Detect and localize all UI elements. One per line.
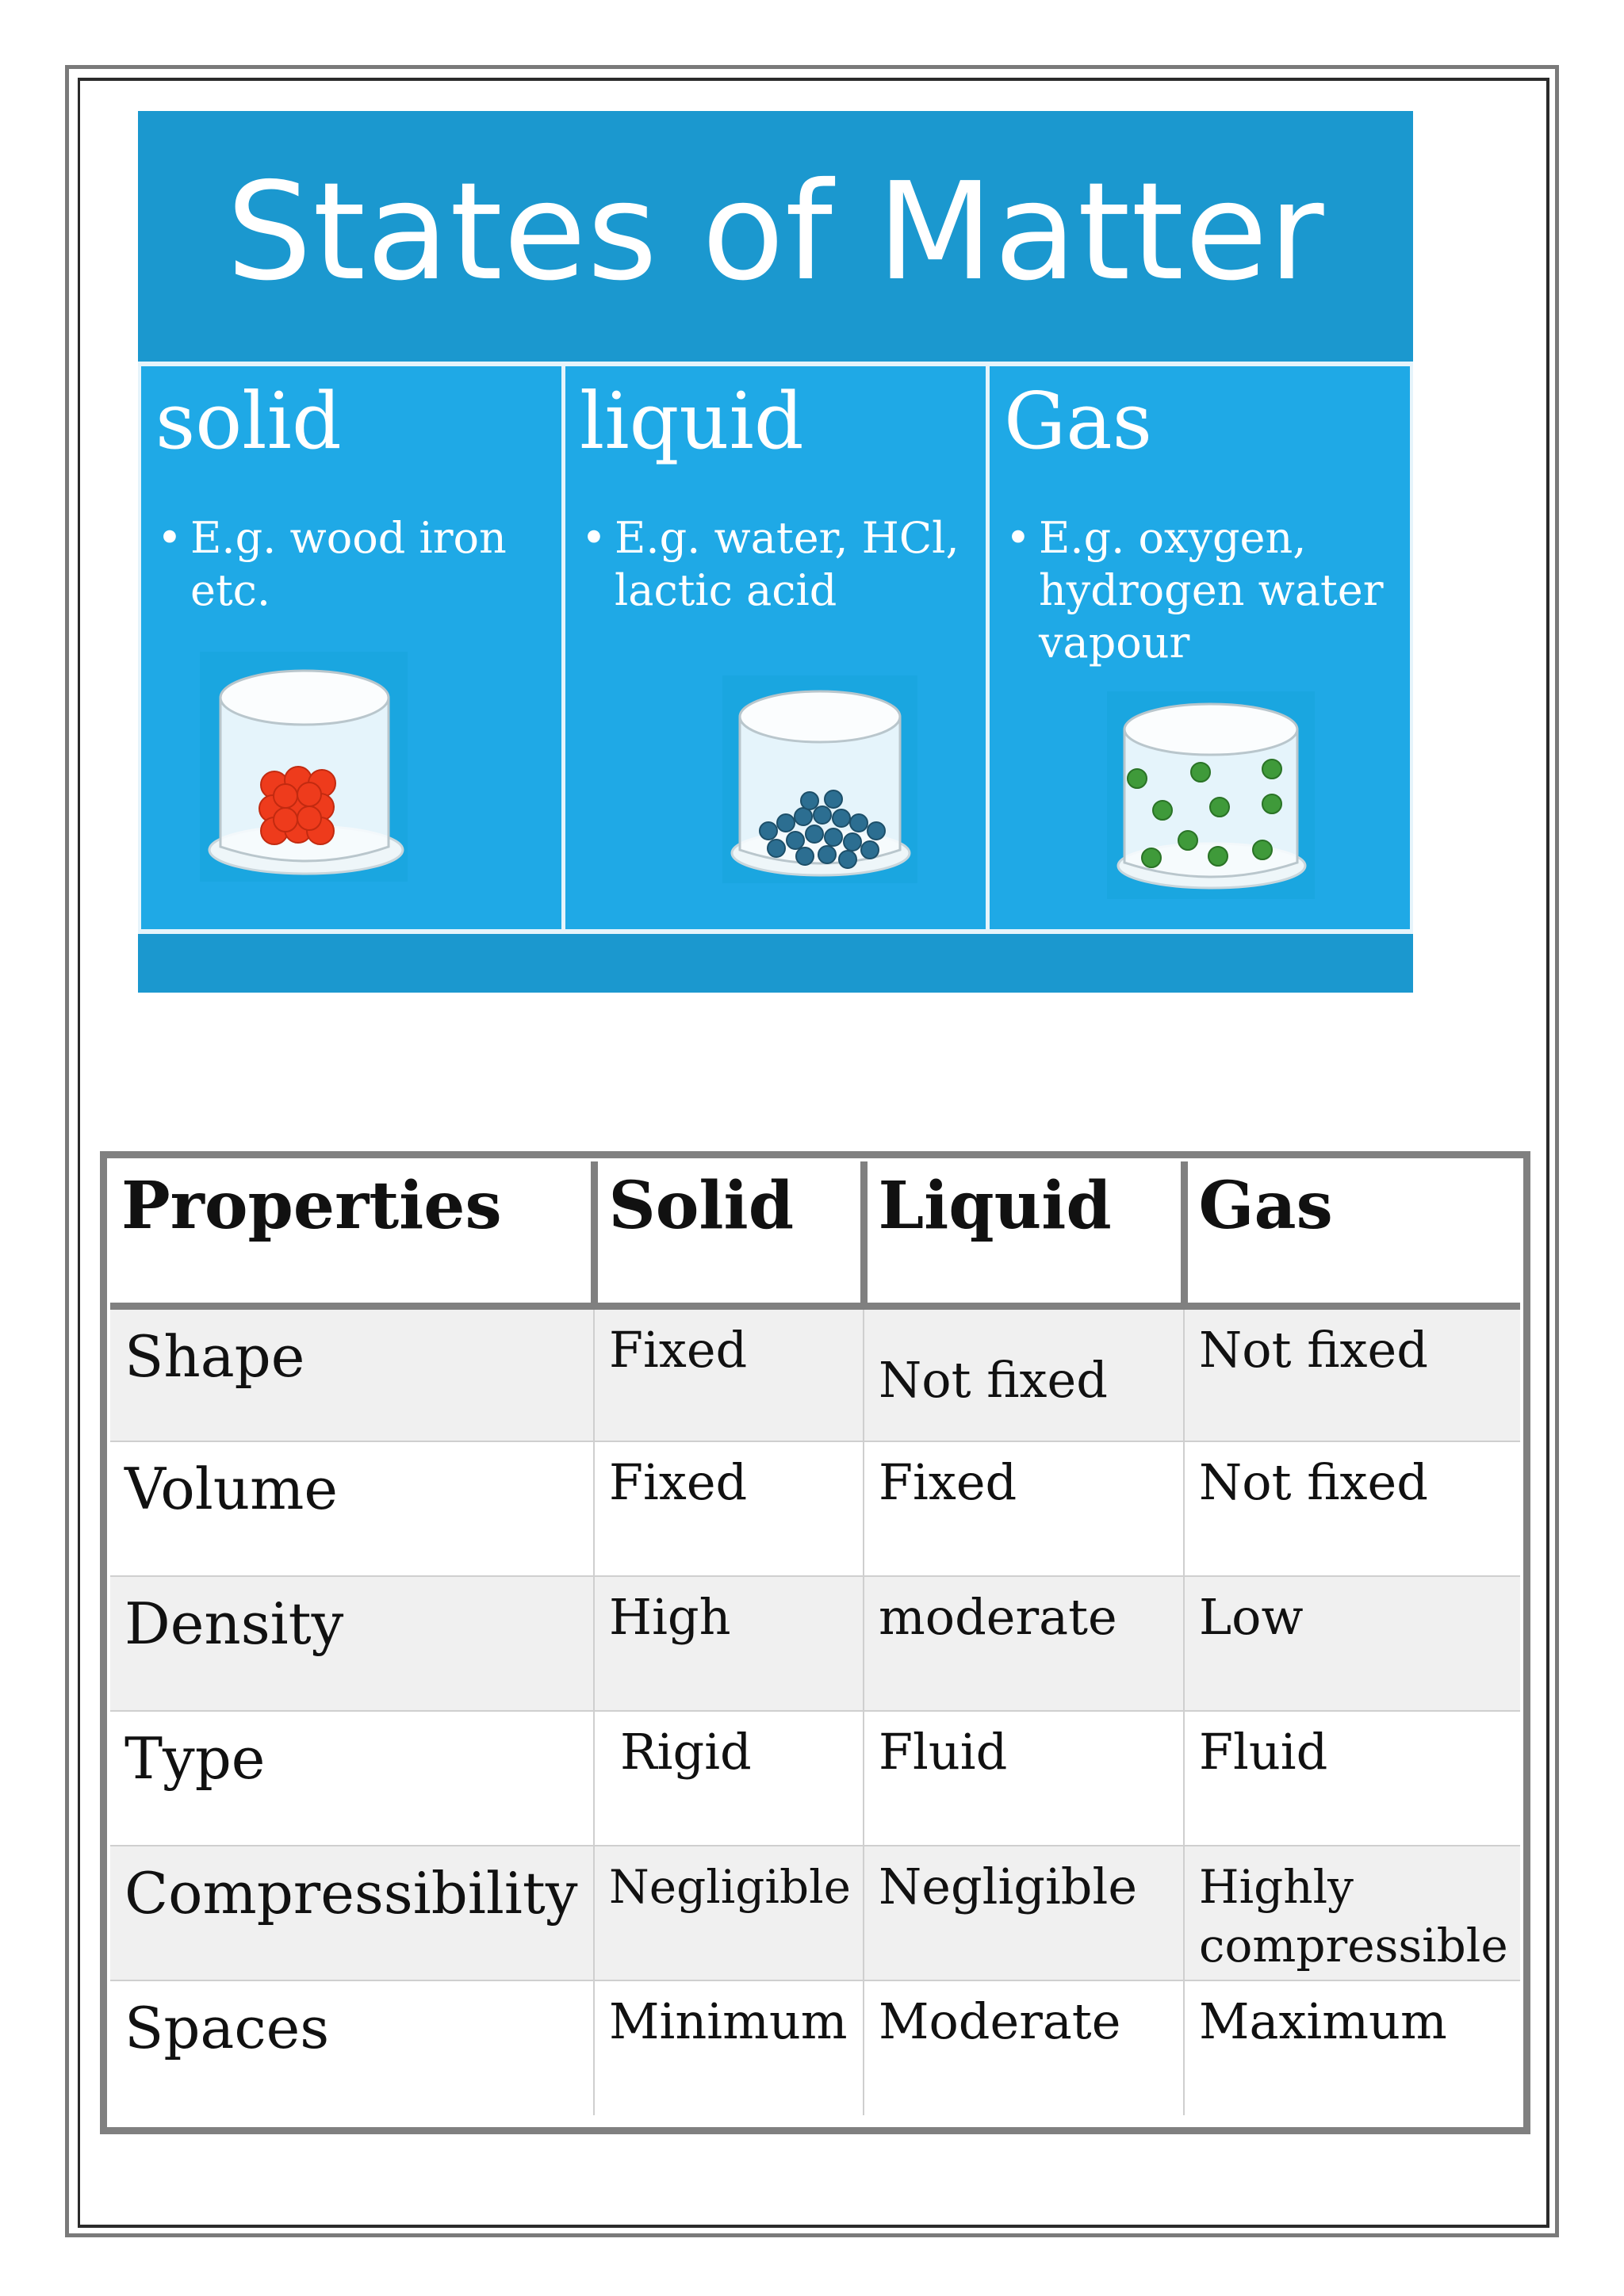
table-row bbox=[110, 1307, 1520, 1441]
jar-gas-particles-icon bbox=[1107, 691, 1315, 899]
properties-table-frame bbox=[100, 1151, 1530, 2134]
property-name: Spaces bbox=[110, 1980, 594, 2115]
gas-value: Not fixed bbox=[1184, 1441, 1520, 1576]
gas-value: Maximum bbox=[1184, 1980, 1520, 2115]
gas-value: Low bbox=[1184, 1576, 1520, 1711]
solid-value: Rigid bbox=[594, 1711, 864, 1846]
solid-value: Fixed bbox=[594, 1441, 864, 1576]
header-liquid: Liquid bbox=[864, 1161, 1184, 1307]
liquid-value: Fluid bbox=[864, 1711, 1184, 1846]
example-text-liquid: E.g. water, HCl, lactic acid bbox=[615, 513, 959, 615]
state-column-liquid bbox=[561, 366, 986, 929]
header-gas: Gas bbox=[1184, 1161, 1520, 1307]
property-name: Shape bbox=[110, 1307, 594, 1441]
solid-value: Negligible bbox=[594, 1846, 864, 1980]
gas-value: Fluid bbox=[1184, 1711, 1520, 1846]
state-name-solid: solid bbox=[155, 377, 342, 467]
liquid-value: Moderate bbox=[864, 1980, 1184, 2115]
slide-title: States of Matter bbox=[226, 154, 1325, 311]
liquid-value: moderate bbox=[864, 1576, 1184, 1711]
bullet: • bbox=[157, 513, 182, 563]
liquid-value: Fixed bbox=[864, 1441, 1184, 1576]
title-band bbox=[138, 111, 1413, 362]
properties-table bbox=[110, 1161, 1520, 2115]
slide-footer-band bbox=[138, 934, 1413, 993]
example-text-solid: E.g. wood iron etc. bbox=[190, 513, 507, 615]
state-example-solid bbox=[157, 512, 538, 617]
table-row bbox=[110, 1441, 1520, 1576]
states-columns bbox=[138, 362, 1413, 934]
gas-value: Highly compressible bbox=[1184, 1846, 1520, 1980]
header-properties: Properties bbox=[110, 1161, 594, 1307]
gas-value: Not fixed bbox=[1184, 1307, 1520, 1441]
example-text-gas: E.g. oxygen, hydrogen water vapour bbox=[1039, 513, 1384, 668]
table-row bbox=[110, 1711, 1520, 1846]
state-example-gas bbox=[1005, 512, 1386, 669]
header-solid: Solid bbox=[594, 1161, 864, 1307]
table-header-row bbox=[110, 1161, 1520, 1307]
solid-value: High bbox=[594, 1576, 864, 1711]
property-name: Volume bbox=[110, 1441, 594, 1576]
state-name-liquid: liquid bbox=[580, 377, 804, 467]
jar-solid-particles-icon bbox=[200, 652, 408, 882]
property-name: Type bbox=[110, 1711, 594, 1846]
states-of-matter-slide bbox=[138, 111, 1413, 993]
table-row bbox=[110, 1576, 1520, 1711]
table-row bbox=[110, 1980, 1520, 2115]
liquid-value: Negligible bbox=[864, 1846, 1184, 1980]
state-column-gas bbox=[986, 366, 1413, 929]
table-row bbox=[110, 1846, 1520, 1980]
liquid-value: Not fixed bbox=[864, 1307, 1184, 1441]
bullet: • bbox=[1005, 513, 1031, 563]
state-example-liquid bbox=[581, 512, 962, 617]
property-name: Density bbox=[110, 1576, 594, 1711]
state-name-gas: Gas bbox=[1004, 377, 1153, 467]
state-column-solid bbox=[138, 366, 561, 929]
property-name: Compressibility bbox=[110, 1846, 594, 1980]
solid-value: Fixed bbox=[594, 1307, 864, 1441]
bullet: • bbox=[581, 513, 607, 563]
jar-liquid-particles-icon bbox=[722, 675, 917, 883]
solid-value: Minimum bbox=[594, 1980, 864, 2115]
